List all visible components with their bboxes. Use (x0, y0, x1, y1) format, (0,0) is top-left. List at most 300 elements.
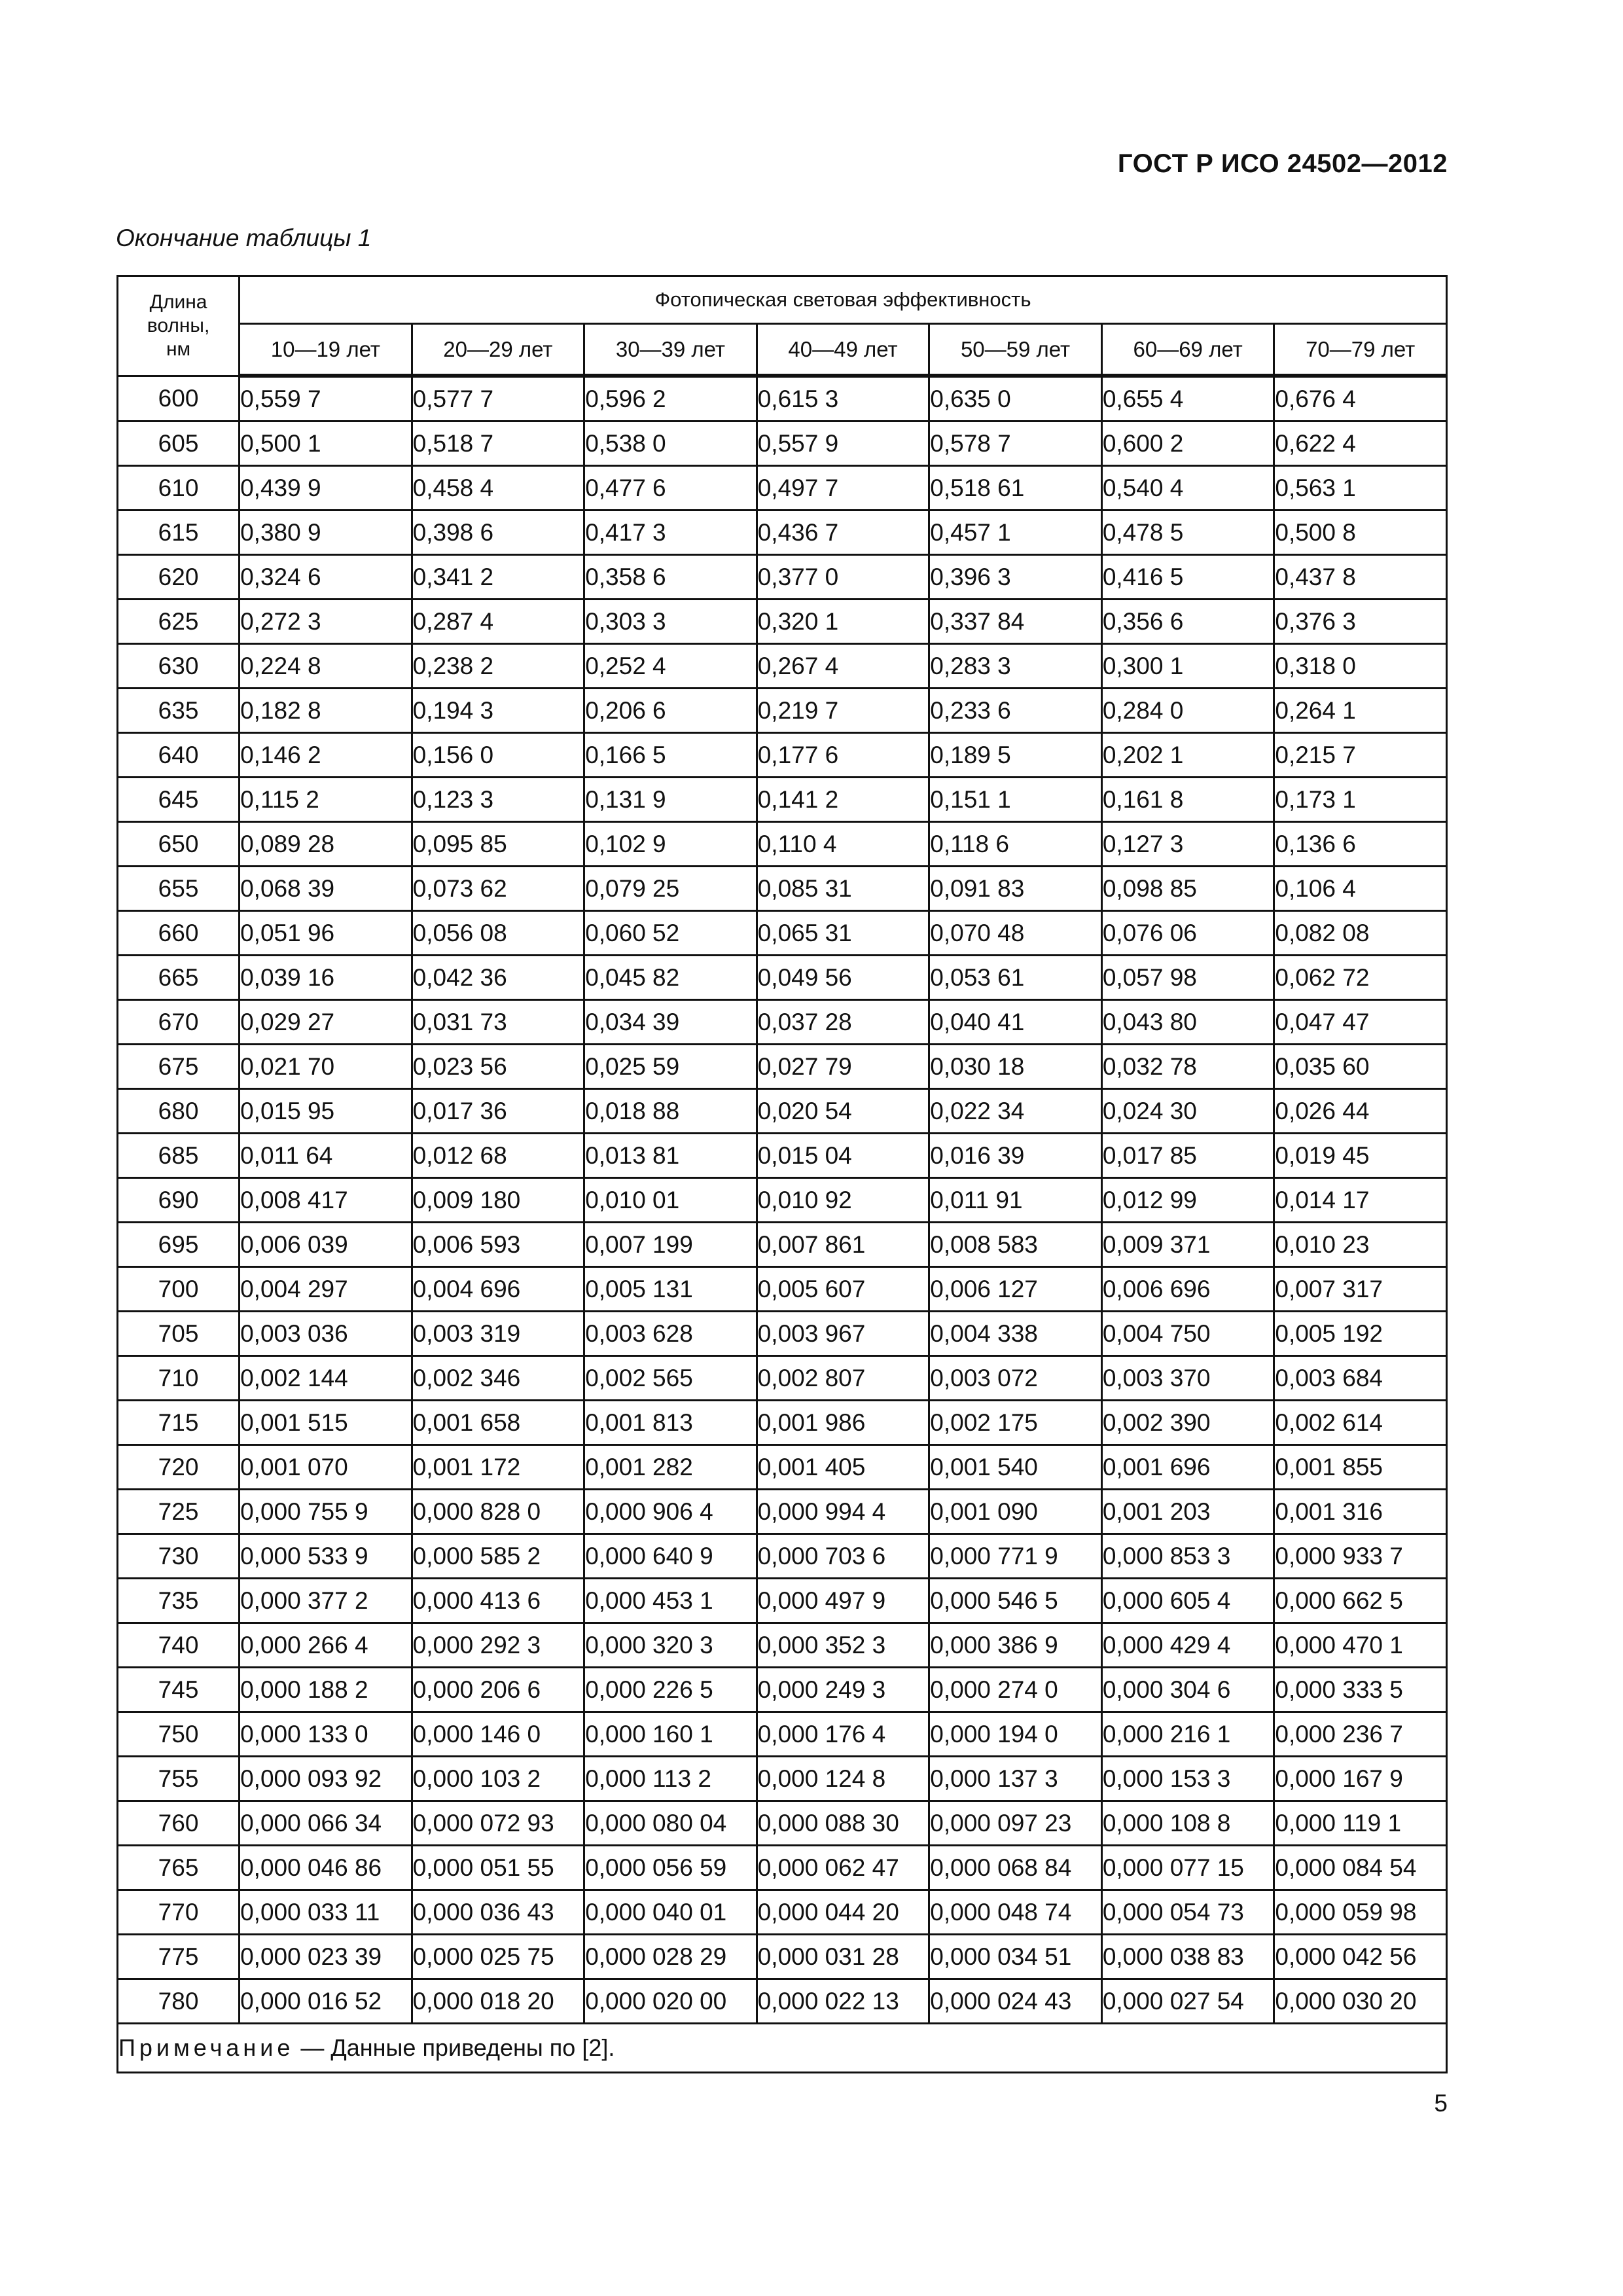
efficiency-cell: 0,000 249 3 (757, 1668, 929, 1712)
efficiency-cell: 0,001 316 (1274, 1490, 1447, 1534)
efficiency-cell: 0,341 2 (412, 555, 584, 600)
table-row (118, 1045, 1447, 1089)
efficiency-cell: 0,559 7 (240, 376, 412, 422)
efficiency-cell: 0,015 95 (240, 1089, 412, 1134)
efficiency-cell: 0,123 3 (412, 778, 584, 822)
table-row (118, 733, 1447, 778)
efficiency-cell: 0,000 292 3 (412, 1623, 584, 1668)
age-group-header: 40—49 лет (757, 324, 929, 376)
efficiency-cell: 0,003 684 (1274, 1356, 1447, 1401)
efficiency-cell: 0,202 1 (1101, 733, 1274, 778)
efficiency-cell: 0,009 371 (1101, 1223, 1274, 1267)
wavelength-cell: 650 (118, 822, 240, 867)
efficiency-cell: 0,000 533 9 (240, 1534, 412, 1579)
wavelength-cell: 765 (118, 1846, 240, 1890)
efficiency-cell: 0,000 755 9 (240, 1490, 412, 1534)
efficiency-cell: 0,563 1 (1274, 466, 1447, 511)
efficiency-cell: 0,029 27 (240, 1000, 412, 1045)
age-group-header: 10—19 лет (240, 324, 412, 376)
efficiency-cell: 0,000 088 30 (757, 1801, 929, 1846)
efficiency-cell: 0,000 066 34 (240, 1801, 412, 1846)
wavelength-cell: 665 (118, 956, 240, 1000)
efficiency-cell: 0,000 018 20 (412, 1979, 584, 2024)
note-text: — Данные приведены по [2]. (294, 2034, 615, 2061)
efficiency-cell: 0,034 39 (584, 1000, 757, 1045)
efficiency-cell: 0,005 192 (1274, 1312, 1447, 1356)
efficiency-cell: 0,377 0 (757, 555, 929, 600)
efficiency-cell: 0,396 3 (929, 555, 1102, 600)
efficiency-cell: 0,118 6 (929, 822, 1102, 867)
efficiency-cell: 0,065 31 (757, 911, 929, 956)
efficiency-cell: 0,557 9 (757, 422, 929, 466)
efficiency-cell: 0,252 4 (584, 644, 757, 689)
efficiency-cell: 0,009 180 (412, 1178, 584, 1223)
efficiency-cell: 0,000 828 0 (412, 1490, 584, 1534)
efficiency-cell: 0,676 4 (1274, 376, 1447, 422)
efficiency-cell: 0,010 01 (584, 1178, 757, 1223)
efficiency-cell: 0,001 855 (1274, 1445, 1447, 1490)
efficiency-cell: 0,000 108 8 (1101, 1801, 1274, 1846)
efficiency-cell: 0,076 06 (1101, 911, 1274, 956)
efficiency-cell: 0,458 4 (412, 466, 584, 511)
efficiency-cell: 0,010 92 (757, 1178, 929, 1223)
efficiency-cell: 0,040 41 (929, 1000, 1102, 1045)
efficiency-cell: 0,151 1 (929, 778, 1102, 822)
wavelength-cell: 670 (118, 1000, 240, 1045)
efficiency-cell: 0,000 605 4 (1101, 1579, 1274, 1623)
efficiency-cell: 0,013 81 (584, 1134, 757, 1178)
efficiency-cell: 0,000 546 5 (929, 1579, 1102, 1623)
efficiency-cell: 0,000 470 1 (1274, 1623, 1447, 1668)
wavelength-cell: 720 (118, 1445, 240, 1490)
efficiency-cell: 0,060 52 (584, 911, 757, 956)
wavelength-header-line: нм (166, 338, 191, 360)
efficiency-cell: 0,000 038 83 (1101, 1935, 1274, 1979)
efficiency-cell: 0,000 025 75 (412, 1935, 584, 1979)
efficiency-cell: 0,008 583 (929, 1223, 1102, 1267)
wavelength-cell: 735 (118, 1579, 240, 1623)
efficiency-cell: 0,141 2 (757, 778, 929, 822)
wavelength-cell: 780 (118, 1979, 240, 2024)
header-row-ages (118, 324, 1447, 376)
efficiency-cell: 0,518 7 (412, 422, 584, 466)
table-row (118, 689, 1447, 733)
efficiency-cell: 0,000 226 5 (584, 1668, 757, 1712)
efficiency-cell: 0,003 319 (412, 1312, 584, 1356)
efficiency-cell: 0,025 59 (584, 1045, 757, 1089)
efficiency-cell: 0,102 9 (584, 822, 757, 867)
wavelength-cell: 770 (118, 1890, 240, 1935)
wavelength-cell: 745 (118, 1668, 240, 1712)
efficiency-cell: 0,156 0 (412, 733, 584, 778)
efficiency-cell: 0,437 8 (1274, 555, 1447, 600)
efficiency-cell: 0,012 99 (1101, 1178, 1274, 1223)
efficiency-cell: 0,082 08 (1274, 911, 1447, 956)
efficiency-cell: 0,011 91 (929, 1178, 1102, 1223)
efficiency-cell: 0,000 906 4 (584, 1490, 757, 1534)
efficiency-cell: 0,219 7 (757, 689, 929, 733)
efficiency-cell: 0,018 88 (584, 1089, 757, 1134)
efficiency-cell: 0,356 6 (1101, 600, 1274, 644)
efficiency-cell: 0,136 6 (1274, 822, 1447, 867)
efficiency-cell: 0,166 5 (584, 733, 757, 778)
wavelength-cell: 755 (118, 1757, 240, 1801)
efficiency-cell: 0,020 54 (757, 1089, 929, 1134)
age-group-header: 50—59 лет (929, 324, 1102, 376)
efficiency-cell: 0,016 39 (929, 1134, 1102, 1178)
efficiency-cell: 0,003 628 (584, 1312, 757, 1356)
efficiency-cell: 0,416 5 (1101, 555, 1274, 600)
efficiency-cell: 0,000 933 7 (1274, 1534, 1447, 1579)
efficiency-cell: 0,303 3 (584, 600, 757, 644)
efficiency-cell: 0,224 8 (240, 644, 412, 689)
efficiency-cell: 0,000 453 1 (584, 1579, 757, 1623)
efficiency-cell: 0,010 23 (1274, 1223, 1447, 1267)
efficiency-group-header: Фотопическая световая эффективность (240, 276, 1447, 324)
wavelength-cell: 630 (118, 644, 240, 689)
efficiency-cell: 0,000 236 7 (1274, 1712, 1447, 1757)
age-group-header: 70—79 лет (1274, 324, 1447, 376)
table-row (118, 644, 1447, 689)
efficiency-cell: 0,272 3 (240, 600, 412, 644)
efficiency-cell: 0,000 771 9 (929, 1534, 1102, 1579)
wavelength-cell: 760 (118, 1801, 240, 1846)
efficiency-cell: 0,057 98 (1101, 956, 1274, 1000)
age-group-header: 60—69 лет (1101, 324, 1274, 376)
efficiency-cell: 0,596 2 (584, 376, 757, 422)
efficiency-cell: 0,478 5 (1101, 511, 1274, 555)
efficiency-cell: 0,000 033 11 (240, 1890, 412, 1935)
efficiency-cell: 0,007 861 (757, 1223, 929, 1267)
wavelength-cell: 610 (118, 466, 240, 511)
efficiency-cell: 0,337 84 (929, 600, 1102, 644)
efficiency-cell: 0,000 194 0 (929, 1712, 1102, 1757)
efficiency-cell: 0,000 703 6 (757, 1534, 929, 1579)
efficiency-cell: 0,039 16 (240, 956, 412, 1000)
table-row (118, 1490, 1447, 1534)
efficiency-cell: 0,004 338 (929, 1312, 1102, 1356)
efficiency-cell: 0,003 072 (929, 1356, 1102, 1401)
efficiency-cell: 0,002 614 (1274, 1401, 1447, 1445)
efficiency-cell: 0,003 036 (240, 1312, 412, 1356)
efficiency-cell: 0,358 6 (584, 555, 757, 600)
table-row (118, 1757, 1447, 1801)
efficiency-cell: 0,000 413 6 (412, 1579, 584, 1623)
wavelength-cell: 710 (118, 1356, 240, 1401)
efficiency-cell: 0,161 8 (1101, 778, 1274, 822)
efficiency-cell: 0,398 6 (412, 511, 584, 555)
efficiency-cell: 0,026 44 (1274, 1089, 1447, 1134)
efficiency-cell: 0,000 034 51 (929, 1935, 1102, 1979)
efficiency-cell: 0,194 3 (412, 689, 584, 733)
wavelength-cell: 725 (118, 1490, 240, 1534)
table-row (118, 1801, 1447, 1846)
efficiency-cell: 0,106 4 (1274, 867, 1447, 911)
efficiency-cell: 0,189 5 (929, 733, 1102, 778)
efficiency-cell: 0,000 124 8 (757, 1757, 929, 1801)
efficiency-cell: 0,000 059 98 (1274, 1890, 1447, 1935)
efficiency-cell: 0,001 813 (584, 1401, 757, 1445)
efficiency-cell: 0,079 25 (584, 867, 757, 911)
efficiency-cell: 0,000 167 9 (1274, 1757, 1447, 1801)
efficiency-cell: 0,000 022 13 (757, 1979, 929, 2024)
table-row (118, 822, 1447, 867)
efficiency-cell: 0,000 640 9 (584, 1534, 757, 1579)
efficiency-cell: 0,004 696 (412, 1267, 584, 1312)
table-row (118, 1534, 1447, 1579)
efficiency-cell: 0,000 429 4 (1101, 1623, 1274, 1668)
wavelength-cell: 635 (118, 689, 240, 733)
table-row (118, 956, 1447, 1000)
efficiency-cell: 0,182 8 (240, 689, 412, 733)
efficiency-cell: 0,006 593 (412, 1223, 584, 1267)
efficiency-cell: 0,000 103 2 (412, 1757, 584, 1801)
efficiency-cell: 0,001 203 (1101, 1490, 1274, 1534)
efficiency-cell: 0,000 853 3 (1101, 1534, 1274, 1579)
efficiency-cell: 0,008 417 (240, 1178, 412, 1223)
efficiency-cell: 0,073 62 (412, 867, 584, 911)
efficiency-cell: 0,000 040 01 (584, 1890, 757, 1935)
efficiency-cell: 0,014 17 (1274, 1178, 1447, 1223)
wavelength-cell: 615 (118, 511, 240, 555)
efficiency-cell: 0,287 4 (412, 600, 584, 644)
efficiency-cell: 0,000 377 2 (240, 1579, 412, 1623)
efficiency-cell: 0,000 062 47 (757, 1846, 929, 1890)
efficiency-cell: 0,070 48 (929, 911, 1102, 956)
table-note (118, 2024, 1447, 2073)
efficiency-cell: 0,001 696 (1101, 1445, 1274, 1490)
efficiency-cell: 0,000 023 39 (240, 1935, 412, 1979)
table-row (118, 1267, 1447, 1312)
efficiency-cell: 0,233 6 (929, 689, 1102, 733)
wavelength-cell: 640 (118, 733, 240, 778)
table-row (118, 466, 1447, 511)
wavelength-header-line: Длина (149, 291, 207, 313)
age-group-header: 30—39 лет (584, 324, 757, 376)
efficiency-cell: 0,003 967 (757, 1312, 929, 1356)
efficiency-cell: 0,045 82 (584, 956, 757, 1000)
efficiency-cell: 0,005 607 (757, 1267, 929, 1312)
table-row (118, 1089, 1447, 1134)
wavelength-column-header (118, 276, 240, 376)
efficiency-cell: 0,002 144 (240, 1356, 412, 1401)
wavelength-header-line: волны, (147, 314, 210, 336)
efficiency-cell: 0,622 4 (1274, 422, 1447, 466)
efficiency-cell: 0,000 352 3 (757, 1623, 929, 1668)
table-row (118, 1979, 1447, 2024)
efficiency-cell: 0,320 1 (757, 600, 929, 644)
efficiency-cell: 0,000 585 2 (412, 1534, 584, 1579)
efficiency-cell: 0,005 131 (584, 1267, 757, 1312)
efficiency-cell: 0,053 61 (929, 956, 1102, 1000)
efficiency-cell: 0,000 051 55 (412, 1846, 584, 1890)
efficiency-cell: 0,043 80 (1101, 1000, 1274, 1045)
efficiency-cell: 0,031 73 (412, 1000, 584, 1045)
efficiency-cell: 0,001 515 (240, 1401, 412, 1445)
table-row (118, 555, 1447, 600)
efficiency-cell: 0,001 282 (584, 1445, 757, 1490)
efficiency-cell: 0,001 540 (929, 1445, 1102, 1490)
wavelength-cell: 730 (118, 1534, 240, 1579)
efficiency-cell: 0,518 61 (929, 466, 1102, 511)
efficiency-cell: 0,000 072 93 (412, 1801, 584, 1846)
table-row (118, 1223, 1447, 1267)
efficiency-cell: 0,000 119 1 (1274, 1801, 1447, 1846)
wavelength-cell: 750 (118, 1712, 240, 1757)
efficiency-cell: 0,003 370 (1101, 1356, 1274, 1401)
efficiency-cell: 0,042 36 (412, 956, 584, 1000)
efficiency-cell: 0,284 0 (1101, 689, 1274, 733)
efficiency-cell: 0,000 031 28 (757, 1935, 929, 1979)
efficiency-cell: 0,006 127 (929, 1267, 1102, 1312)
efficiency-cell: 0,027 79 (757, 1045, 929, 1089)
wavelength-cell: 620 (118, 555, 240, 600)
efficiency-cell: 0,001 172 (412, 1445, 584, 1490)
efficiency-cell: 0,110 4 (757, 822, 929, 867)
table-row (118, 1712, 1447, 1757)
efficiency-cell: 0,019 45 (1274, 1134, 1447, 1178)
table-row (118, 1579, 1447, 1623)
efficiency-cell: 0,000 036 43 (412, 1890, 584, 1935)
table-row (118, 1445, 1447, 1490)
efficiency-cell: 0,049 56 (757, 956, 929, 1000)
efficiency-cell: 0,000 662 5 (1274, 1579, 1447, 1623)
table-row (118, 1401, 1447, 1445)
efficiency-cell: 0,615 3 (757, 376, 929, 422)
table-row (118, 1356, 1447, 1401)
efficiency-cell: 0,021 70 (240, 1045, 412, 1089)
data-table (116, 275, 1448, 2073)
table-row (118, 1000, 1447, 1045)
efficiency-cell: 0,000 206 6 (412, 1668, 584, 1712)
wavelength-cell: 625 (118, 600, 240, 644)
page-number: 5 (1434, 2090, 1448, 2117)
efficiency-cell: 0,000 097 23 (929, 1801, 1102, 1846)
efficiency-cell: 0,000 054 73 (1101, 1890, 1274, 1935)
table-row (118, 1178, 1447, 1223)
standard-designation: ГОСТ Р ИСО 24502—2012 (1117, 149, 1448, 178)
efficiency-cell: 0,000 024 43 (929, 1979, 1102, 2024)
efficiency-cell: 0,098 85 (1101, 867, 1274, 911)
efficiency-cell: 0,015 04 (757, 1134, 929, 1178)
efficiency-cell: 0,001 658 (412, 1401, 584, 1445)
efficiency-cell: 0,051 96 (240, 911, 412, 956)
efficiency-cell: 0,091 83 (929, 867, 1102, 911)
efficiency-cell: 0,000 068 84 (929, 1846, 1102, 1890)
wavelength-cell: 775 (118, 1935, 240, 1979)
efficiency-cell: 0,540 4 (1101, 466, 1274, 511)
table-row (118, 1623, 1447, 1668)
efficiency-cell: 0,030 18 (929, 1045, 1102, 1089)
table-caption: Окончание таблицы 1 (116, 224, 372, 251)
efficiency-cell: 0,457 1 (929, 511, 1102, 555)
efficiency-cell: 0,000 020 00 (584, 1979, 757, 2024)
table-row (118, 1312, 1447, 1356)
efficiency-cell: 0,655 4 (1101, 376, 1274, 422)
efficiency-cell: 0,000 056 59 (584, 1846, 757, 1890)
efficiency-cell: 0,436 7 (757, 511, 929, 555)
efficiency-cell: 0,035 60 (1274, 1045, 1447, 1089)
efficiency-cell: 0,324 6 (240, 555, 412, 600)
efficiency-cell: 0,000 304 6 (1101, 1668, 1274, 1712)
efficiency-cell: 0,000 320 3 (584, 1623, 757, 1668)
efficiency-cell: 0,001 986 (757, 1401, 929, 1445)
efficiency-cell: 0,238 2 (412, 644, 584, 689)
wavelength-cell: 685 (118, 1134, 240, 1178)
efficiency-cell: 0,318 0 (1274, 644, 1447, 689)
efficiency-cell: 0,037 28 (757, 1000, 929, 1045)
wavelength-cell: 715 (118, 1401, 240, 1445)
table-row (118, 1935, 1447, 1979)
wavelength-cell: 645 (118, 778, 240, 822)
note-row (118, 2024, 1447, 2073)
efficiency-cell: 0,115 2 (240, 778, 412, 822)
efficiency-cell: 0,007 199 (584, 1223, 757, 1267)
table-row (118, 867, 1447, 911)
efficiency-cell: 0,127 3 (1101, 822, 1274, 867)
efficiency-cell: 0,000 016 52 (240, 1979, 412, 2024)
efficiency-cell: 0,000 188 2 (240, 1668, 412, 1712)
efficiency-cell: 0,002 175 (929, 1401, 1102, 1445)
wavelength-cell: 655 (118, 867, 240, 911)
efficiency-cell: 0,000 042 56 (1274, 1935, 1447, 1979)
efficiency-cell: 0,011 64 (240, 1134, 412, 1178)
wavelength-cell: 600 (118, 376, 240, 422)
table-body (118, 376, 1447, 2024)
efficiency-cell: 0,024 30 (1101, 1089, 1274, 1134)
efficiency-cell: 0,538 0 (584, 422, 757, 466)
efficiency-cell: 0,006 039 (240, 1223, 412, 1267)
efficiency-cell: 0,635 0 (929, 376, 1102, 422)
age-group-header: 20—29 лет (412, 324, 584, 376)
efficiency-cell: 0,000 216 1 (1101, 1712, 1274, 1757)
wavelength-cell: 680 (118, 1089, 240, 1134)
efficiency-cell: 0,000 113 2 (584, 1757, 757, 1801)
efficiency-cell: 0,000 146 0 (412, 1712, 584, 1757)
efficiency-cell: 0,000 077 15 (1101, 1846, 1274, 1890)
efficiency-cell: 0,376 3 (1274, 600, 1447, 644)
wavelength-cell: 695 (118, 1223, 240, 1267)
header-row-group (118, 276, 1447, 324)
efficiency-cell: 0,000 027 54 (1101, 1979, 1274, 2024)
efficiency-cell: 0,001 070 (240, 1445, 412, 1490)
efficiency-cell: 0,062 72 (1274, 956, 1447, 1000)
efficiency-cell: 0,500 1 (240, 422, 412, 466)
efficiency-cell: 0,206 6 (584, 689, 757, 733)
efficiency-cell: 0,000 048 74 (929, 1890, 1102, 1935)
efficiency-cell: 0,000 994 4 (757, 1490, 929, 1534)
efficiency-cell: 0,267 4 (757, 644, 929, 689)
efficiency-cell: 0,002 565 (584, 1356, 757, 1401)
efficiency-cell: 0,215 7 (1274, 733, 1447, 778)
efficiency-cell: 0,417 3 (584, 511, 757, 555)
efficiency-cell: 0,000 160 1 (584, 1712, 757, 1757)
efficiency-cell: 0,380 9 (240, 511, 412, 555)
efficiency-cell: 0,002 390 (1101, 1401, 1274, 1445)
efficiency-cell: 0,000 497 9 (757, 1579, 929, 1623)
efficiency-cell: 0,085 31 (757, 867, 929, 911)
efficiency-cell: 0,000 153 3 (1101, 1757, 1274, 1801)
wavelength-cell: 605 (118, 422, 240, 466)
table-row (118, 422, 1447, 466)
efficiency-cell: 0,056 08 (412, 911, 584, 956)
wavelength-cell: 705 (118, 1312, 240, 1356)
efficiency-cell: 0,002 346 (412, 1356, 584, 1401)
efficiency-cell: 0,000 044 20 (757, 1890, 929, 1935)
efficiency-cell: 0,089 28 (240, 822, 412, 867)
efficiency-cell: 0,000 046 86 (240, 1846, 412, 1890)
efficiency-cell: 0,578 7 (929, 422, 1102, 466)
